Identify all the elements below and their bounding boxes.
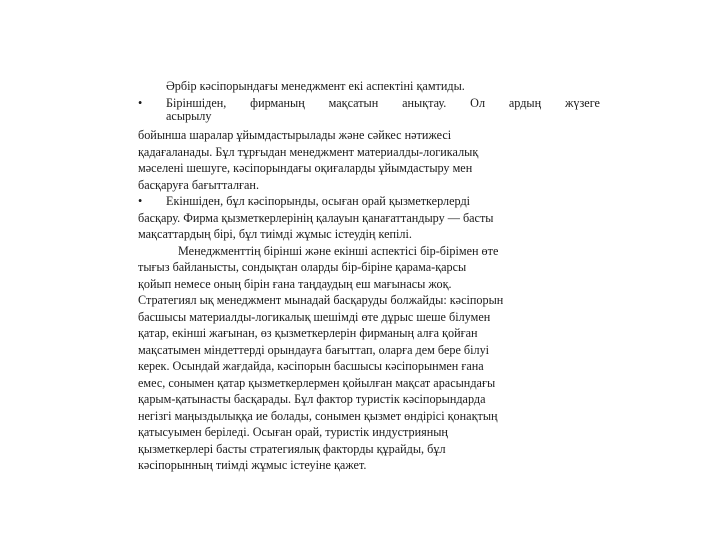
document-page (138, 78, 600, 474)
paragraph-line: керек. Осындай жағдайда, кәсіпорын басшысы кәсіпорынмен ғана (138, 359, 484, 373)
paragraph-line: қойып немесе оның бірін ғана таңдаудың еш мағынасы жоқ. (138, 276, 452, 291)
paragraph-line: мәселені шешуге, кәсіпорындағы оқиғаларды ұйымдастыру мен (138, 161, 473, 175)
paragraph-line: Стратегиял ық менеджмент мынадай басқаруды болжайды: кәсіпорын (138, 293, 504, 307)
paragraph-line: Менеджменттің бірінші және екінші аспектісі бір-бірімен өте (178, 243, 499, 258)
paragraph-line (166, 95, 600, 112)
word: Ол (470, 95, 486, 110)
paragraph-line: Әрбір кәсіпорындағы менеджмент екі аспектіні қамтиды. (166, 79, 465, 93)
paragraph-line: басшысы материалды-логикалық шешімді өте дұрыс шеше білумен (138, 309, 491, 324)
paragraph-line: негізгі маңыздылыққа ие болады, сонымен қызмет өндірісі қонақтың (138, 408, 498, 423)
paragraph-line: басқару. Фирма қызметкерлерінің қалауын қанағаттандыру — басты (138, 210, 494, 225)
word: ардың (508, 95, 542, 110)
word: жүзеге (564, 95, 600, 110)
word: Біріншіден, (166, 95, 227, 110)
paragraph-line: қызметкерлері басты стратегиялық факторды құрайды, бұл (138, 441, 446, 456)
paragraph-line: емес, сонымен қатар қызметкерлермен қойылған мақсат арасындағы (138, 375, 496, 390)
word: анықтау. (402, 95, 447, 110)
paragraph-line: Екіншіден, бұл кәсіпорынды, осыған орай қызметкерлерді (166, 194, 471, 208)
word: фирманың (250, 95, 305, 110)
paragraph-line: тығыз байланысты, сондықтан оларды бір-біріне қарама-қарсы (138, 260, 467, 274)
paragraph-line: қарым-қатынасты басқарады. Бұл фактор туристік кәсіпорындарда (138, 392, 486, 406)
paragraph-line: бойынша шаралар ұйымдастырылады және сәйкес нәтижесі (138, 128, 452, 142)
paragraph-line: қатысуымен беріледі. Осыған орай, туристік индустрияның (138, 425, 448, 439)
paragraph-line: асырылу (166, 109, 212, 123)
paragraph-line: мақсаттардың бірі, бұл тиімді жұмыс істеудің кепілі. (138, 227, 412, 241)
word: мақсатын (328, 95, 379, 110)
bullet-glyph: • (138, 194, 143, 208)
paragraph-line: қадағаланады. Бұл тұрғыдан менеджмент материалды-логикалық (138, 144, 479, 159)
paragraph-line: мақсатымен міндеттерді орындауға бағыттап, оларға дем бере білуі (138, 342, 490, 357)
paragraph-line: қатар, екінші жағынан, өз қызметкерлерін фирманың алға қойған (138, 326, 478, 340)
paragraph-line: кәсіпорынның тиімді жұмыс істеуіне қажет. (138, 458, 367, 472)
bullet-item (138, 193, 600, 210)
bullet-glyph: • (138, 95, 143, 110)
paragraph-line: басқаруға бағытталған. (138, 177, 260, 192)
